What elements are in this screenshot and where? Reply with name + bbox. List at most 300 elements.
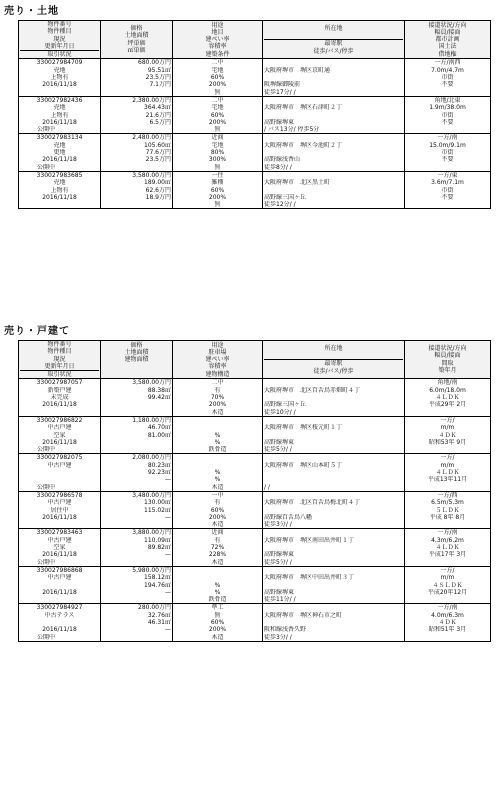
header-line: 幅員/接面: [434, 28, 461, 36]
land-cell: 二中: [173, 96, 263, 104]
house-cell: 徒歩10分/ /: [263, 409, 405, 417]
house-cell: 無: [173, 612, 263, 619]
house-cell: 一方/西: [405, 491, 491, 499]
house-row-3-line-2: [19, 507, 491, 514]
house-row-2-line-3: [19, 476, 491, 483]
land-cell: [263, 112, 405, 119]
land-cell: 3.6m/7.1m: [405, 179, 491, 186]
house-cell: 2016/11/18: [19, 439, 101, 446]
house-cell: [101, 439, 173, 446]
header-line: 接道状況/方向: [428, 345, 467, 353]
land-cell: 阪堺線御陵前: [263, 81, 405, 88]
land-cell: [101, 89, 173, 97]
land-cell: 宅地: [173, 104, 263, 111]
house-cell: 115.02㎡: [101, 507, 173, 514]
house-cell: 3,580.00万円: [101, 379, 173, 387]
house-cell: %: [173, 432, 263, 439]
house-cell: 一方/: [405, 416, 491, 424]
header-line: 幅員/接面: [434, 352, 461, 360]
house-cell: 空家: [19, 544, 101, 551]
header-line: 物件番号: [47, 341, 72, 348]
house-cell: 3,480.00万円: [101, 491, 173, 499]
house-cell: 中古戸建: [19, 574, 101, 581]
land-cell: [263, 149, 405, 156]
land-cell: 60%: [173, 112, 263, 119]
house-cell: 角地/南: [405, 379, 491, 387]
house-cell: 2016/11/18: [19, 551, 101, 558]
house-cell: ５ＬＤＫ: [405, 507, 491, 514]
house-cell: 徒歩11分/ /: [263, 596, 405, 604]
land-cell: [263, 134, 405, 142]
house-cell: 準工: [173, 604, 263, 612]
house-cell: 99.42㎡: [101, 394, 173, 401]
house-cell: 高野線堺東: [263, 589, 405, 596]
land-cell: 200%: [173, 194, 263, 201]
land-cell: 2016/11/18: [19, 119, 101, 126]
house-cell: 大阪府堺市 北区百舌鳥梅北町４丁: [263, 499, 405, 506]
house-cell: [173, 574, 263, 581]
house-cell: 60%: [173, 619, 263, 626]
land-cell: 市街: [405, 112, 491, 119]
house-cell: 高野線堺東: [263, 439, 405, 446]
land-row-3-line-2: [19, 187, 491, 194]
header-line: 建ぺい率: [205, 356, 230, 364]
house-row-1-line-3: [19, 439, 491, 446]
house-cell: 5,980.00万円: [101, 566, 173, 574]
land-cell: 無: [173, 126, 263, 134]
house-cell: %: [173, 439, 263, 446]
header-row: [19, 21, 491, 59]
land-row-0-line-4: [19, 89, 491, 97]
house-cell: [263, 469, 405, 476]
house-cell: 一方/: [405, 566, 491, 574]
house-cell: / /: [263, 484, 405, 492]
land-cell: 2016/11/18: [19, 81, 101, 88]
house-row-0-line-0: [19, 379, 491, 387]
land-cell: [405, 126, 491, 134]
land-cell: 6.5万円: [101, 119, 173, 126]
house-cell: 200%: [173, 626, 263, 633]
house-cell: 昭和51年 3月: [405, 626, 491, 633]
house-cell: [101, 634, 173, 642]
house-cell: 330027987057: [19, 379, 101, 387]
land-cell: 徒歩8分/ /: [263, 164, 405, 172]
house-row-5-line-4: [19, 596, 491, 604]
house-cell: [101, 521, 173, 529]
header-cell-c5: [405, 341, 491, 379]
house-cell: 2016/11/18: [19, 589, 101, 596]
house-cell: 徒歩5分/ /: [263, 559, 405, 567]
house-row-2-line-0: [19, 454, 491, 462]
house-cell: 2016/11/18: [19, 626, 101, 633]
house-cell: 鉄骨造: [173, 596, 263, 604]
land-cell: 一方/南: [405, 134, 491, 142]
house-cell: [263, 529, 405, 537]
house-cell: 有: [173, 387, 263, 394]
land-cell: 23.5万円: [101, 74, 173, 81]
header-line: 徒歩/バス/停歩: [313, 367, 354, 375]
land-cell: 売地: [19, 179, 101, 186]
header-line: 用途: [211, 341, 224, 349]
house-cell: 330027986822: [19, 416, 101, 424]
land-cell: 近商: [173, 134, 263, 142]
house-cell: [405, 409, 491, 417]
land-cell: 更地: [19, 149, 101, 156]
house-cell: 居住中: [19, 507, 101, 514]
house-cell: 平成 8年 8月: [405, 514, 491, 521]
house-cell: —: [101, 514, 173, 521]
land-cell: 大阪府堺市 堺区京町通: [263, 67, 405, 74]
header-line: 更新年月日: [44, 362, 75, 370]
land-cell: [263, 96, 405, 104]
header-line: 物件種目: [47, 348, 72, 356]
land-cell: 2,380.00万円: [101, 96, 173, 104]
house-row-1-line-1: [19, 424, 491, 431]
land-cell: 不要: [405, 81, 491, 88]
land-cell: 60%: [173, 74, 263, 81]
land-cell: 1.9m/38.0m: [405, 104, 491, 111]
header-line: 駐車場: [208, 348, 227, 356]
land-row-1-line-0: [19, 96, 491, 104]
house-cell: [405, 634, 491, 642]
land-cell: [405, 201, 491, 209]
house-cell: 公開中: [19, 484, 101, 492]
house-row-0-line-4: [19, 409, 491, 417]
land-cell: 公開中: [19, 126, 101, 134]
house-cell: 一方/南: [405, 529, 491, 537]
land-row-3-line-4: [19, 201, 491, 209]
house-cell: —: [101, 476, 173, 483]
house-row-6-line-4: [19, 634, 491, 642]
land-row-2-line-0: [19, 134, 491, 142]
house-cell: [263, 454, 405, 462]
header-cell-c3: [173, 341, 263, 379]
land-row-1-line-4: [19, 126, 491, 134]
house-row-5-line-3: [19, 589, 491, 596]
house-row-3-line-1: [19, 499, 491, 506]
header-line: 借地権: [438, 50, 457, 58]
house-cell: 有: [173, 537, 263, 544]
header-line: 築年月: [438, 367, 457, 375]
header-cell-c4: [263, 341, 405, 379]
header-cell-c3: [173, 21, 263, 59]
land-cell: [101, 201, 173, 209]
land-cell: 無: [173, 164, 263, 172]
house-cell: [19, 469, 101, 476]
house-cell: 一方/南: [405, 604, 491, 612]
land-cell: [263, 59, 405, 67]
land-cell: 2016/11/18: [19, 194, 101, 201]
house-cell: 公開中: [19, 559, 101, 567]
land-cell: [263, 187, 405, 194]
header-line: [264, 32, 403, 39]
house-row-5-line-1: [19, 574, 491, 581]
house-cell: [263, 507, 405, 514]
house-cell: [173, 462, 263, 469]
house-table: [18, 340, 491, 642]
header-line: 地目: [211, 28, 224, 36]
land-cell: 2016/11/18: [19, 156, 101, 163]
house-cell: 200%: [173, 401, 263, 408]
house-cell: 近商: [173, 529, 263, 537]
house-cell: 330027983463: [19, 529, 101, 537]
house-cell: 中古戸建: [19, 499, 101, 506]
land-cell: 21.6万円: [101, 112, 173, 119]
land-row-1-line-2: [19, 112, 491, 119]
house-cell: 新築戸建: [19, 387, 101, 394]
house-cell: [263, 604, 405, 612]
header-line: 建物面積: [124, 356, 149, 364]
land-row-0-line-1: [19, 67, 491, 74]
house-cell: —: [101, 589, 173, 596]
house-row-2-line-1: [19, 462, 491, 469]
land-cell: 95.51㎡: [101, 67, 173, 74]
header-line: ㎡単価: [127, 47, 146, 55]
header-line: 国土法: [438, 43, 457, 51]
house-cell: [263, 394, 405, 401]
house-cell: 92.23㎡: [101, 469, 173, 476]
house-cell: 大阪府堺市 北区百舌鳥赤畑町４丁: [263, 387, 405, 394]
house-cell: 徒歩3分/ /: [263, 521, 405, 529]
land-cell: 7.1万円: [101, 81, 173, 88]
land-cell: 80%: [173, 149, 263, 156]
land-cell: 2,480.00万円: [101, 134, 173, 142]
house-cell: 70%: [173, 394, 263, 401]
house-row-6-line-1: [19, 612, 491, 619]
header-line: 更新年月日: [44, 42, 75, 50]
header-row: [19, 341, 491, 379]
land-cell: 330027982436: [19, 96, 101, 104]
house-cell: —: [101, 626, 173, 633]
house-row-4-line-1: [19, 537, 491, 544]
house-cell: 平成20年12月: [405, 589, 491, 596]
land-cell: 高野線三国ヶ丘: [263, 194, 405, 201]
land-row-2-line-4: [19, 164, 491, 172]
house-cell: [263, 379, 405, 387]
house-row-6-line-3: [19, 626, 491, 633]
house-row-2-line-2: [19, 469, 491, 476]
house-cell: 6.5m/5.3m: [405, 499, 491, 506]
land-row-1-line-1: [19, 104, 491, 111]
house-cell: 2016/11/18: [19, 514, 101, 521]
house-cell: %: [173, 582, 263, 589]
land-table: [18, 20, 491, 209]
house-row-5-line-0: [19, 566, 491, 574]
house-cell: ４ＬＤＫ: [405, 544, 491, 551]
house-cell: [405, 521, 491, 529]
land-cell: 680.00万円: [101, 59, 173, 67]
house-cell: [173, 424, 263, 431]
house-cell: 二中: [173, 379, 263, 387]
house-cell: 2016/11/18: [19, 401, 101, 408]
land-cell: 公開中: [19, 164, 101, 172]
land-cell: 宅地: [173, 67, 263, 74]
house-cell: 阪和線浅香久野: [263, 626, 405, 633]
header-line: 最寄駅: [264, 39, 403, 47]
header-deal: 取引状況: [20, 370, 99, 378]
house-cell: 6.0m/18.0m: [405, 387, 491, 394]
house-cell: 4.0m/6.3m: [405, 612, 491, 619]
header-line: 建物構造: [205, 370, 230, 378]
land-cell: 62.6万円: [101, 187, 173, 194]
house-cell: 高野線堺東: [263, 551, 405, 558]
land-cell: 市街: [405, 187, 491, 194]
header-line: 土地面積: [124, 348, 149, 356]
land-row-3-line-0: [19, 171, 491, 179]
land-cell: 無: [173, 89, 263, 97]
land-cell: [101, 164, 173, 172]
house-cell: 大阪府堺市 堺区神石市之町: [263, 612, 405, 619]
header-line: 接道状況/方向: [428, 21, 467, 29]
house-cell: [263, 566, 405, 574]
house-cell: 木造: [173, 634, 263, 642]
land-row-0-line-3: [19, 81, 491, 88]
land-cell: 雑種: [173, 179, 263, 186]
land-cell: 大阪府堺市 堺区今池町２丁: [263, 142, 405, 149]
house-cell: 200%: [173, 514, 263, 521]
house-row-0-line-1: [19, 387, 491, 394]
house-cell: 330027984927: [19, 604, 101, 612]
land-cell: 23.5万円: [101, 156, 173, 163]
header-cell-c1: [19, 21, 101, 59]
land-cell: / バス13分/ 停歩5分: [263, 126, 405, 134]
land-cell: 77.6万円: [101, 149, 173, 156]
house-cell: [173, 416, 263, 424]
house-cell: 木造: [173, 559, 263, 567]
house-cell: [263, 491, 405, 499]
land-cell: 一方/南西: [405, 59, 491, 67]
house-row-3-line-3: [19, 514, 491, 521]
house-row-4-line-4: [19, 559, 491, 567]
house-cell: [173, 454, 263, 462]
house-cell: [405, 484, 491, 492]
land-cell: 200%: [173, 81, 263, 88]
header-line: 現況: [53, 35, 66, 43]
header-line: 容積率: [208, 363, 227, 371]
house-cell: [101, 596, 173, 604]
header-line: 建築条件: [205, 50, 230, 58]
land-cell: 364.43㎡: [101, 104, 173, 111]
land-cell: 300%: [173, 156, 263, 163]
land-cell: 330027983685: [19, 171, 101, 179]
land-cell: [19, 201, 101, 209]
land-cell: 角地/北東: [405, 96, 491, 104]
house-row-1-line-0: [19, 416, 491, 424]
land-cell: 189.00㎡: [101, 179, 173, 186]
land-cell: [19, 89, 101, 97]
header-line: 都市計画: [435, 36, 460, 44]
header-cell-c2: [101, 341, 173, 379]
house-cell: ４ＳＬＤＫ: [405, 582, 491, 589]
land-cell: 上物有: [19, 74, 101, 81]
house-cell: 公開中: [19, 446, 101, 454]
land-cell: 18.9万円: [101, 194, 173, 201]
house-cell: [19, 521, 101, 529]
house-cell: 330027986578: [19, 491, 101, 499]
house-cell: 158.12㎡: [101, 574, 173, 581]
house-row-0-line-2: [19, 394, 491, 401]
house-cell: [405, 446, 491, 454]
land-row-2-line-1: [19, 142, 491, 149]
house-cell: 46.70㎡: [101, 424, 173, 431]
house-cell: [263, 476, 405, 483]
section-title-land: 売り・土地: [4, 6, 59, 17]
house-cell: 平成17年 3月: [405, 551, 491, 558]
house-cell: —: [101, 551, 173, 558]
house-cell: 中古テラス: [19, 612, 101, 619]
house-cell: [263, 544, 405, 551]
header-cell-c2: [101, 21, 173, 59]
house-cell: 330027986868: [19, 566, 101, 574]
house-cell: 公開中: [19, 634, 101, 642]
house-cell: [173, 566, 263, 574]
house-cell: 1,180.00万円: [101, 416, 173, 424]
house-row-3-line-4: [19, 521, 491, 529]
house-cell: 80.23㎡: [101, 462, 173, 469]
house-row-4-line-3: [19, 551, 491, 558]
house-cell: [19, 582, 101, 589]
land-cell: 一方/東: [405, 171, 491, 179]
land-cell: 一住: [173, 171, 263, 179]
house-row-6-line-0: [19, 604, 491, 612]
house-row-0-line-3: [19, 401, 491, 408]
house-cell: 大阪府堺市 堺区山本町５丁: [263, 462, 405, 469]
house-cell: 高野線百舌鳥八幡: [263, 514, 405, 521]
header-line: 価格: [130, 341, 143, 349]
header-cell-c5: [405, 21, 491, 59]
header-line: [102, 363, 171, 370]
house-cell: [405, 559, 491, 567]
house-cell: [19, 409, 101, 417]
land-row-2-line-2: [19, 149, 491, 156]
land-cell: 無: [173, 201, 263, 209]
house-cell: 木造: [173, 409, 263, 417]
land-cell: [101, 126, 173, 134]
land-row-1-line-3: [19, 119, 491, 126]
house-cell: [19, 596, 101, 604]
land-cell: 徒歩12分/ /: [263, 201, 405, 209]
land-cell: 売地: [19, 142, 101, 149]
land-cell: 上物有: [19, 187, 101, 194]
header-line: [102, 371, 171, 378]
header-line: 所在地: [324, 24, 343, 32]
house-cell: 一方/: [405, 454, 491, 462]
land-cell: 105.60㎡: [101, 142, 173, 149]
land-cell: 高野線浅香山: [263, 156, 405, 163]
house-cell: 中古戸建: [19, 537, 101, 544]
house-cell: 中古戸建: [19, 462, 101, 469]
land-cell: 200%: [173, 119, 263, 126]
house-cell: 高野線三国ヶ丘: [263, 401, 405, 408]
house-cell: 228%: [173, 551, 263, 558]
land-cell: [405, 89, 491, 97]
header-cell-c1: [19, 341, 101, 379]
land-cell: 市街: [405, 74, 491, 81]
house-cell: %: [173, 476, 263, 483]
house-cell: [263, 432, 405, 439]
house-cell: 鉄骨造: [173, 446, 263, 454]
land-cell: [263, 74, 405, 81]
house-cell: 330027982075: [19, 454, 101, 462]
house-cell: 110.09㎡: [101, 537, 173, 544]
house-cell: 大阪府堺市 堺区南田出井町１丁: [263, 537, 405, 544]
house-cell: 3,880.00万円: [101, 529, 173, 537]
header-line: 容積率: [208, 43, 227, 51]
house-cell: 未完成: [19, 394, 101, 401]
land-cell: 徒歩17分/ /: [263, 89, 405, 97]
header-line: 坪単価: [127, 39, 146, 47]
house-cell: 4.3m/6.2m: [405, 537, 491, 544]
